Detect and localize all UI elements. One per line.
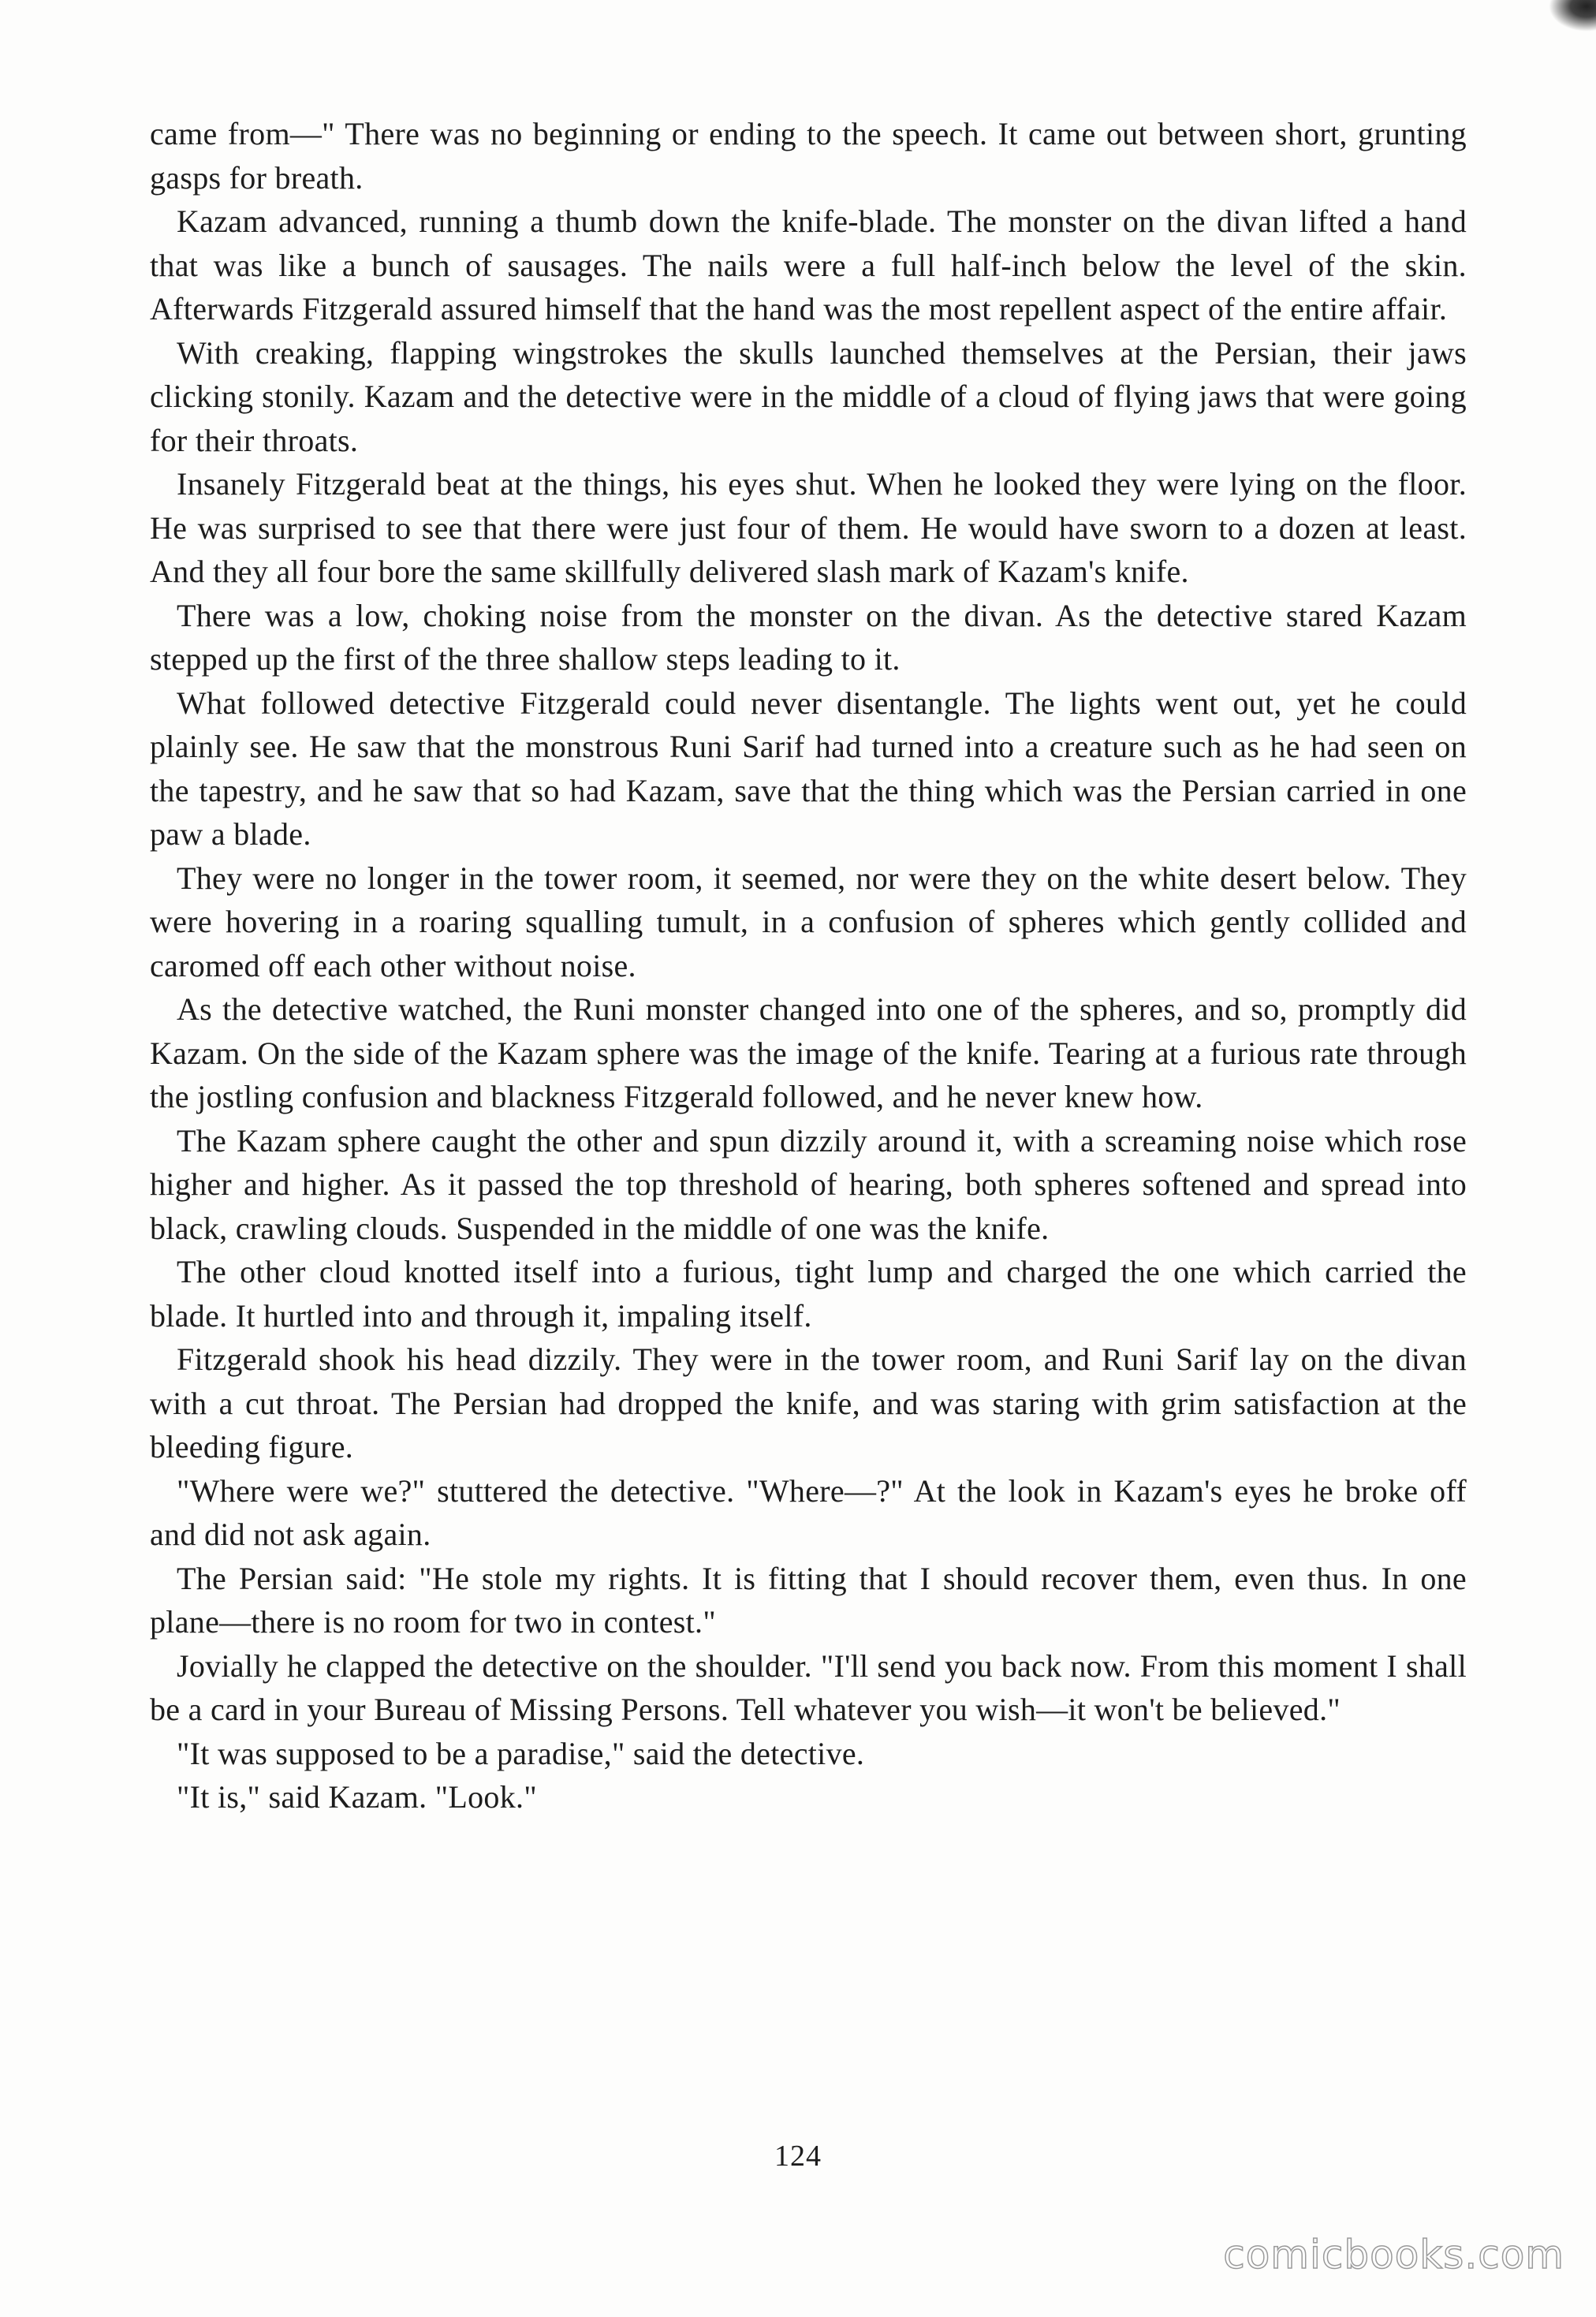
watermark-logo: comicbooks.com	[1223, 2232, 1564, 2278]
paragraph: "It is," said Kazam. "Look."	[177, 1779, 537, 1815]
paragraph: There was a low, choking noise from the monster on the divan. As the detective stared Kazam stepped up the first of the three shallow steps leading to it.	[150, 597, 1467, 677]
paragraph: The Persian said: "He stole my rights. It is fitting that I should recover them, even thus. In one plane—there is no room for two in contest."	[150, 1560, 1467, 1640]
paragraph: The Kazam sphere caught the other and spun dizzily around it, with a screaming noise which rose higher and higher. As it passed the top threshold of hearing, both spheres softened and spread into black, crawling clouds. Suspended in the middle of one was the knife.	[150, 1122, 1467, 1246]
paragraph: Kazam advanced, running a thumb down the knife-blade. The monster on the divan lifted a hand that was like a bunch of sausages. The nails were a full half-inch below the level of the skin. Afterwards Fitzgerald assured himself that the hand was the most repellent aspect of the entire affair.	[150, 203, 1467, 326]
paragraph: came from—" There was no beginning or ending to the speech. It came out between short, grunting gasps for breath.	[150, 116, 1467, 196]
story-text	[150, 112, 1467, 1819]
paragraph: The other cloud knotted itself into a furious, tight lump and charged the one which carried the blade. It hurtled into and through it, impaling itself.	[150, 1254, 1467, 1334]
paragraph: "Where were we?" stuttered the detective. "Where—?" At the look in Kazam's eyes he broke off and did not ask again.	[150, 1472, 1467, 1552]
paragraph: Insanely Fitzgerald beat at the things, his eyes shut. When he looked they were lying on the floor. He was surprised to see that there were just four of them. He would have sworn to a dozen at least. And they all four bore the same skillfully delivered slash mark of Kazam's knife.	[150, 466, 1467, 589]
paragraph: As the detective watched, the Runi monster changed into one of the spheres, and so, promptly did Kazam. On the side of the Kazam sphere was the image of the knife. Tearing at a furious rate through the jostling confusion and blackness Fitzgerald followed, and he never knew how.	[150, 991, 1467, 1114]
paragraph: "It was supposed to be a paradise," said the detective.	[177, 1735, 865, 1771]
paragraph: With creaking, flapping wingstrokes the skulls launched themselves at the Persian, their jaws clicking stonily. Kazam and the detective were in the middle of a cloud of flying jaws that were going for their throats.	[150, 334, 1467, 458]
paragraph: What followed detective Fitzgerald could never disentangle. The lights went out, yet he could plainly see. He saw that the monstrous Runi Sarif had turned into a creature such as he had seen on the tapestry, and he saw that so had Kazam, save that the thing which was the Persian carried in one paw a blade.	[150, 685, 1467, 852]
corner-ink-smudge	[1549, 0, 1596, 32]
page-number: 124	[774, 2140, 822, 2173]
paragraph: They were no longer in the tower room, it seemed, nor were they on the white desert below. They were hovering in a roaring squalling tumult, in a confusion of spheres which gently collided and caromed off each other without noise.	[150, 860, 1467, 983]
paragraph: Fitzgerald shook his head dizzily. They were in the tower room, and Runi Sarif lay on the divan with a cut throat. The Persian had dropped the knife, and was staring with grim satisfaction at the bleeding figure.	[150, 1341, 1467, 1464]
paragraph: Jovially he clapped the detective on the shoulder. "I'll send you back now. From this moment I shall be a card in your Bureau of Missing Persons. Tell whatever you wish—it won't be believed."	[150, 1647, 1467, 1727]
